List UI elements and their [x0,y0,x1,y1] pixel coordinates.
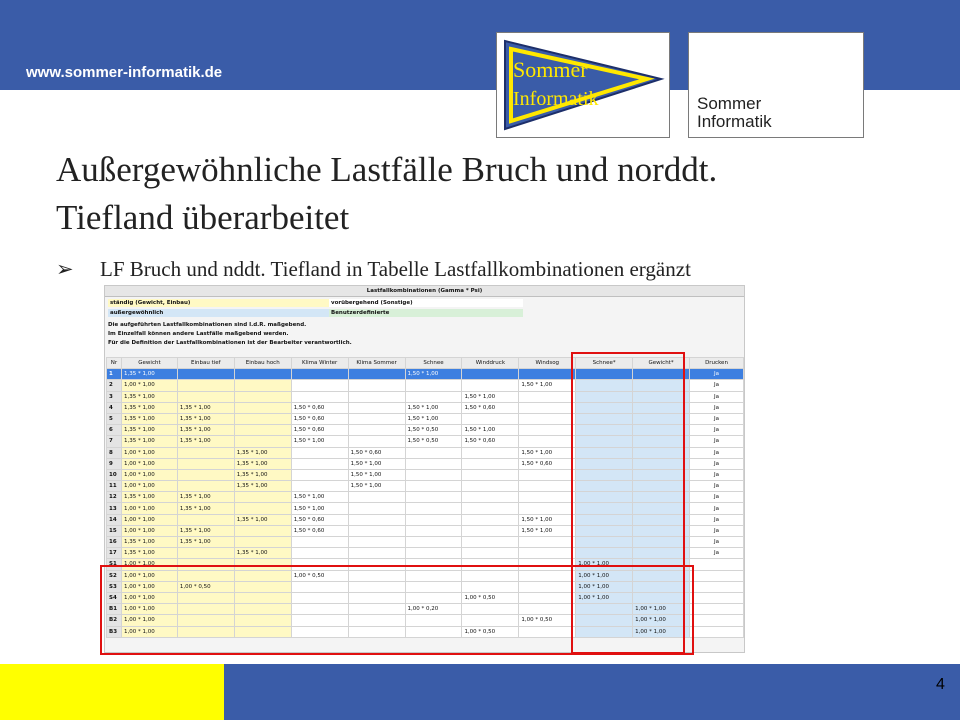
table-cell[interactable] [690,615,744,626]
table-cell[interactable] [291,548,348,559]
table-cell[interactable] [519,413,576,424]
table-cell[interactable] [690,592,744,603]
table-cell[interactable]: Ja [690,447,744,458]
table-cell[interactable]: 1,35 * 1,00 [177,436,234,447]
legend-staendig: ständig (Gewicht, Einbau) [108,299,330,307]
table-cell[interactable] [519,492,576,503]
table-cell[interactable]: 1,50 * 1,00 [405,413,462,424]
column-header[interactable]: Schnee* [576,358,633,369]
table-cell[interactable]: 1,00 * 1,00 [576,592,633,603]
column-header[interactable]: Winddruck [462,358,519,369]
table-cell[interactable]: 16 [107,537,122,548]
table-cell[interactable] [519,503,576,514]
table-cell[interactable] [462,548,519,559]
table-cell[interactable]: 1,50 * 0,60 [291,402,348,413]
table-cell[interactable]: Ja [690,458,744,469]
table-cell[interactable]: 1,50 * 0,60 [519,458,576,469]
table-cell[interactable]: 13 [107,503,122,514]
table-cell[interactable]: 1,35 * 1,00 [234,469,291,480]
table-cell[interactable] [348,525,405,536]
legend-voruebergehend: vorübergehend (Sonstige) [329,299,523,307]
table-cell[interactable]: 1,50 * 0,60 [348,447,405,458]
table-cell[interactable]: 1,35 * 1,00 [177,425,234,436]
table-cell[interactable]: 1,00 * 1,00 [121,503,177,514]
table-cell[interactable]: Ja [690,369,744,380]
table-cell[interactable]: 2 [107,380,122,391]
table-cell[interactable]: 1,35 * 1,00 [177,402,234,413]
table-cell[interactable]: 1,00 * 1,00 [121,481,177,492]
note-line-3: Für die Definition der Lastfallkombinationen ist der Bearbeiter verantwortlich. [108,340,352,346]
table-cell[interactable]: 1,00 * 0,50 [519,615,576,626]
bullet-item [56,257,691,282]
table-cell[interactable]: 1,50 * 0,50 [405,436,462,447]
table-cell[interactable]: S1 [107,559,122,570]
table-cell[interactable] [462,481,519,492]
table-cell[interactable] [462,369,519,380]
column-header[interactable]: Gewicht [121,358,177,369]
table-cell[interactable] [177,447,234,458]
table-cell[interactable]: 1,35 * 1,00 [177,413,234,424]
bullet-text: LF Bruch und nddt. Tiefland in Tabelle Lastfallkombinationen ergänzt [100,257,691,281]
arrow-bullet-icon: ➢ [56,257,74,281]
table-cell[interactable] [234,380,291,391]
table-cell[interactable] [177,481,234,492]
table-cell[interactable]: 1,50 * 1,00 [519,447,576,458]
table-cell[interactable] [348,514,405,525]
table-cell[interactable]: 5 [107,413,122,424]
table-cell[interactable]: 1,50 * 1,00 [519,514,576,525]
table-cell[interactable]: 1,00 * 0,50 [291,570,348,581]
note-line-2: Im Einzelfall können andere Lastfälle maßgebend werden. [108,331,289,337]
table-cell[interactable]: 1,00 * 0,50 [177,581,234,592]
table-cell[interactable]: 1,00 * 1,00 [121,447,177,458]
column-header[interactable]: Einbau tief [177,358,234,369]
table-cell[interactable]: 1,35 * 1,00 [121,369,177,380]
table-cell[interactable] [405,447,462,458]
table-cell[interactable]: 1,50 * 1,00 [519,525,576,536]
table-cell[interactable]: 1,50 * 1,00 [405,369,462,380]
table-cell[interactable] [405,492,462,503]
table-cell[interactable]: 1,00 * 0,50 [462,592,519,603]
table-cell[interactable] [177,391,234,402]
table-cell[interactable]: Ja [690,548,744,559]
table-cell[interactable] [519,548,576,559]
table-cell[interactable] [405,391,462,402]
table-cell[interactable] [462,525,519,536]
table-cell[interactable]: 3 [107,391,122,402]
table-cell[interactable]: 1,00 * 0,50 [462,626,519,637]
table-cell[interactable] [234,425,291,436]
table-cell[interactable]: Ja [690,525,744,536]
table-cell[interactable]: 1,50 * 0,60 [462,402,519,413]
table-cell[interactable] [234,503,291,514]
table-cell[interactable] [348,425,405,436]
table-cell[interactable]: 1,00 * 0,20 [405,604,462,615]
table-cell[interactable] [234,391,291,402]
table-cell[interactable] [234,537,291,548]
table-cell[interactable]: 12 [107,492,122,503]
table-cell[interactable]: 7 [107,436,122,447]
table-cell[interactable] [405,537,462,548]
table-cell[interactable] [177,514,234,525]
table-cell[interactable] [405,525,462,536]
table-cell[interactable] [348,492,405,503]
table-cell[interactable]: 1,00 * 1,00 [121,626,177,637]
table-cell[interactable]: 1,50 * 1,00 [291,492,348,503]
table-cell[interactable]: 1,35 * 1,00 [121,402,177,413]
table-cell[interactable] [690,626,744,637]
table-cell[interactable] [234,492,291,503]
table-cell[interactable] [519,481,576,492]
table-cell[interactable]: Ja [690,402,744,413]
table-cell[interactable]: 1,00 * 1,00 [576,581,633,592]
table-cell[interactable]: 1,35 * 1,00 [121,391,177,402]
table-cell[interactable]: 1,50 * 0,60 [462,436,519,447]
table-cell[interactable] [519,369,576,380]
table-cell[interactable] [519,537,576,548]
footer-blue-bar [224,664,960,720]
table-cell[interactable] [405,503,462,514]
page-number: 4 [936,676,945,693]
table-cell[interactable] [405,514,462,525]
table-cell[interactable]: 1,50 * 0,60 [291,425,348,436]
table-cell[interactable] [291,447,348,458]
table-cell[interactable] [405,380,462,391]
table-cell[interactable]: 1,50 * 1,00 [348,469,405,480]
table-cell[interactable] [291,391,348,402]
table-cell[interactable]: Ja [690,436,744,447]
table-cell[interactable]: 1,00 * 1,00 [121,525,177,536]
table-cell[interactable]: 1,50 * 1,00 [519,380,576,391]
table-cell[interactable] [462,514,519,525]
table-cell[interactable]: 1,00 * 1,00 [576,559,633,570]
legend-benutzerdefiniert: Benutzerdefinierte [329,309,523,317]
table-cell[interactable]: 10 [107,469,122,480]
table-cell[interactable]: S2 [107,570,122,581]
table-cell[interactable] [348,369,405,380]
table-cell[interactable]: 1,35 * 1,00 [121,492,177,503]
table-cell[interactable]: 1,35 * 1,00 [121,537,177,548]
table-cell[interactable]: Ja [690,537,744,548]
table-cell[interactable] [348,391,405,402]
table-cell[interactable] [405,458,462,469]
table-cell[interactable]: 1,00 * 1,00 [121,581,177,592]
table-cell[interactable]: 1,00 * 1,00 [121,592,177,603]
table-cell[interactable]: 1,50 * 1,00 [291,503,348,514]
highlight-frame-new-rows [100,565,694,655]
table-cell[interactable] [291,537,348,548]
table-cell[interactable] [177,469,234,480]
table-cell[interactable]: 1,35 * 1,00 [121,413,177,424]
table-cell[interactable]: 11 [107,481,122,492]
table-cell[interactable]: 1,00 * 1,00 [121,559,177,570]
table-cell[interactable]: 1,50 * 0,60 [291,525,348,536]
table-cell[interactable]: 1,00 * 1,00 [633,626,690,637]
table-cell[interactable]: Ja [690,391,744,402]
table-cell[interactable]: 1,50 * 0,50 [405,425,462,436]
table-cell[interactable] [177,458,234,469]
table-cell[interactable]: 1,35 * 1,00 [177,492,234,503]
table-cell[interactable]: Ja [690,380,744,391]
table-cell[interactable]: 1,50 * 1,00 [405,402,462,413]
table-cell[interactable]: 1,50 * 1,00 [291,436,348,447]
table-cell[interactable] [690,604,744,615]
table-cell[interactable]: 1,00 * 1,00 [121,615,177,626]
table-cell[interactable] [348,503,405,514]
logo-text-line2: Informatik [697,112,772,131]
table-cell[interactable]: 1,50 * 0,60 [291,413,348,424]
table-cell[interactable]: 1,35 * 1,00 [234,481,291,492]
table-cell[interactable]: 1,35 * 1,00 [234,458,291,469]
table-cell[interactable] [462,447,519,458]
table-cell[interactable] [177,380,234,391]
table-cell[interactable] [234,413,291,424]
table-cell[interactable]: 1,50 * 0,60 [291,514,348,525]
table-cell[interactable]: 1,35 * 1,00 [177,525,234,536]
table-cell[interactable]: B2 [107,615,122,626]
table-cell[interactable] [519,402,576,413]
table-cell[interactable]: 1,00 * 1,00 [121,604,177,615]
table-cell[interactable]: 14 [107,514,122,525]
column-header[interactable]: Nr [107,358,122,369]
table-cell[interactable] [348,548,405,559]
table-cell[interactable]: 1,00 * 1,00 [576,570,633,581]
table-cell[interactable] [462,492,519,503]
pennant-line2: Informatik [513,88,599,110]
table-cell[interactable]: 15 [107,525,122,536]
footer-yellow-block [0,664,224,720]
table-cell[interactable]: Ja [690,514,744,525]
table-cell[interactable]: Ja [690,425,744,436]
logo-text-line1: Sommer [697,94,762,113]
table-cell[interactable]: 1,50 * 1,00 [348,458,405,469]
table-cell[interactable] [405,469,462,480]
table-cell[interactable]: 1,50 * 1,00 [462,391,519,402]
table-cell[interactable]: Ja [690,469,744,480]
table-cell[interactable] [462,503,519,514]
table-cell[interactable]: 17 [107,548,122,559]
table-cell[interactable]: 1,00 * 1,00 [121,469,177,480]
column-header[interactable]: Schnee [405,358,462,369]
table-cell[interactable]: 1,35 * 1,00 [121,548,177,559]
table-cell[interactable] [462,458,519,469]
table-cell[interactable]: 1,35 * 1,00 [177,537,234,548]
table-cell[interactable] [234,402,291,413]
table-cell[interactable]: S3 [107,581,122,592]
table-cell[interactable]: 1,00 * 1,00 [121,380,177,391]
table-cell[interactable] [690,581,744,592]
table-cell[interactable] [405,548,462,559]
table-cell[interactable]: 1,35 * 1,00 [234,548,291,559]
table-cell[interactable]: 1,00 * 1,00 [121,458,177,469]
table-cell[interactable] [348,413,405,424]
table-cell[interactable] [519,469,576,480]
table-cell[interactable] [462,537,519,548]
table-cell[interactable]: 1,00 * 1,00 [633,604,690,615]
table-cell[interactable] [291,481,348,492]
table-cell[interactable] [234,436,291,447]
table-cell[interactable] [291,369,348,380]
table-cell[interactable] [690,559,744,570]
table-cell[interactable]: Ja [690,503,744,514]
table-cell[interactable] [291,380,348,391]
table-cell[interactable]: 1,35 * 1,00 [234,447,291,458]
legend-aussergewoehnlich: außergewöhnlich [108,309,330,317]
sommer-informatik-text-logo [688,32,864,138]
table-cell[interactable] [462,380,519,391]
note-line-1: Die aufgeführten Lastfallkombinationen sind I.d.R. maßgebend. [108,322,307,328]
table-cell[interactable] [690,570,744,581]
table-cell[interactable] [462,469,519,480]
table-caption: Lastfallkombinationen (Gamma * Psi) [105,286,744,297]
table-cell[interactable]: Ja [690,481,744,492]
table-cell[interactable]: Ja [690,413,744,424]
column-header[interactable]: Gewicht* [633,358,690,369]
table-cell[interactable] [348,537,405,548]
table-cell[interactable]: S4 [107,592,122,603]
table-cell[interactable]: 4 [107,402,122,413]
table-cell[interactable]: B3 [107,626,122,637]
table-cell[interactable]: 1,35 * 1,00 [121,436,177,447]
table-cell[interactable]: B1 [107,604,122,615]
table-cell[interactable]: 1 [107,369,122,380]
table-cell[interactable] [405,481,462,492]
table-cell[interactable]: 1,50 * 1,00 [348,481,405,492]
table-cell[interactable]: 1,35 * 1,00 [234,514,291,525]
table-cell[interactable] [519,391,576,402]
table-cell[interactable]: 1,50 * 1,00 [462,425,519,436]
table-cell[interactable]: 8 [107,447,122,458]
pennant-logo-graphic [497,33,669,137]
column-header[interactable]: Klima Winter [291,358,348,369]
table-cell[interactable] [462,413,519,424]
column-header[interactable]: Klima Sommer [348,358,405,369]
table-cell[interactable]: 9 [107,458,122,469]
table-cell[interactable] [291,458,348,469]
table-cell[interactable]: 1,00 * 1,00 [121,514,177,525]
column-header[interactable]: Einbau hoch [234,358,291,369]
table-cell[interactable]: 1,35 * 1,00 [177,503,234,514]
table-cell[interactable] [348,380,405,391]
table-cell[interactable] [519,436,576,447]
table-cell[interactable] [348,436,405,447]
table-cell[interactable] [291,469,348,480]
table-cell[interactable]: 1,35 * 1,00 [121,425,177,436]
table-cell[interactable]: 1,00 * 1,00 [633,615,690,626]
column-header[interactable]: Windsog [519,358,576,369]
table-cell[interactable] [348,402,405,413]
table-cell[interactable]: Ja [690,492,744,503]
table-cell[interactable] [177,369,234,380]
table-cell[interactable] [234,525,291,536]
table-cell[interactable] [177,548,234,559]
column-header[interactable]: Drucken [690,358,744,369]
table-cell[interactable]: 6 [107,425,122,436]
sommer-informatik-pennant-logo [496,32,670,138]
slide-title: Außergewöhnliche Lastfälle Bruch und norddt. Tiefland überarbeitet [56,150,718,237]
pennant-line1: Sommer [513,57,588,82]
website-url: www.sommer-informatik.de [26,64,223,81]
table-cell[interactable] [519,425,576,436]
table-cell[interactable]: 1,00 * 1,00 [121,570,177,581]
table-cell[interactable] [234,369,291,380]
